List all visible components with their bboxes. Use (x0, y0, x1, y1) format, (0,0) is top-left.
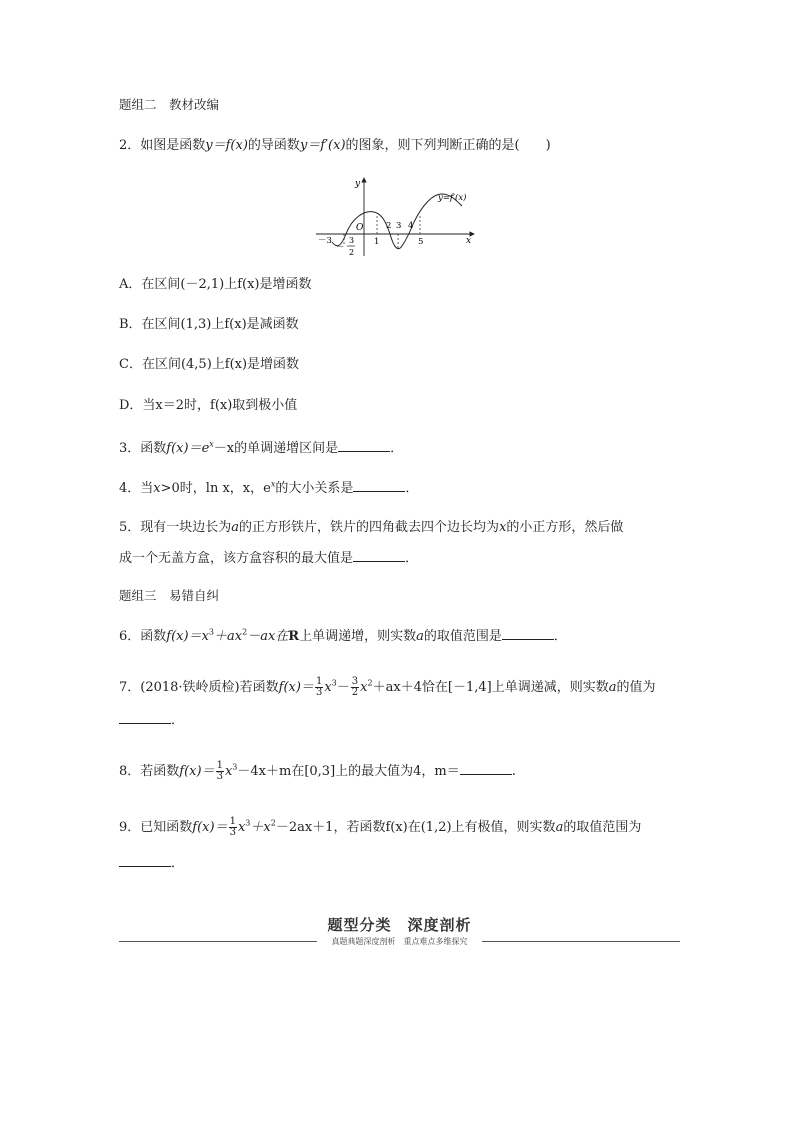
q7-text-a: 7．(2018·铁岭质检)若函数 (119, 680, 279, 695)
q3-func: f(x)＝e (166, 441, 210, 456)
q6-pow1: 3 (208, 627, 214, 637)
question-7-line1 (119, 677, 656, 698)
q8-frac-den: 3 (216, 771, 223, 782)
question-8 (119, 761, 516, 782)
q2-function: y＝f(x) (205, 138, 248, 153)
question-3 (119, 438, 403, 458)
y-axis-label: y (355, 179, 361, 189)
question-5-line2 (119, 548, 418, 568)
q7-frac1-den: 3 (315, 687, 323, 698)
q3-answer-blank[interactable] (338, 438, 390, 452)
q7-minus: － (336, 680, 350, 695)
curve-label: y=f′(x) (438, 193, 467, 203)
q9-frac (229, 817, 237, 838)
q5-text-a: 5．现有一块边长为 (119, 520, 232, 535)
q5-text-line2: 成一个无盖方盒，该方盒容积的最大值是 (119, 551, 354, 566)
q6-a: a (416, 629, 424, 644)
q5-answer-blank[interactable] (353, 548, 405, 562)
q2-option-c: C．在区间(4,5)上f(x)是增函数 (119, 357, 300, 372)
q7-frac2 (351, 677, 359, 698)
q6-end: ． (553, 629, 567, 644)
q4-text-b: >0时，ln x，x，e (160, 481, 271, 496)
question-5-line1 (119, 519, 623, 537)
q9-end: ． (171, 856, 185, 871)
tick-2: 2 (386, 221, 392, 231)
tick-neg3: －3 (318, 236, 332, 246)
q9-text-a: 9．已知函数 (119, 820, 193, 835)
q7-answer-blank[interactable] (119, 710, 171, 724)
x-axis-label: x (466, 236, 472, 246)
q4-sup: x (270, 479, 276, 489)
q6-text-b: ＋ax (214, 629, 243, 644)
q8-end: . (511, 764, 516, 779)
derivative-graph (310, 172, 480, 260)
q9-x: x (237, 820, 246, 835)
q6-answer-blank[interactable] (502, 626, 554, 640)
q2-option-a: A．在区间(－2,1)上f(x)是增函数 (119, 277, 312, 292)
origin-label: O (356, 223, 364, 233)
tick-5: 5 (418, 237, 424, 247)
q8-func: f(x)＝ (179, 764, 215, 779)
q2-text-c: 的图象，则下列判断正确的是( ) (345, 138, 551, 153)
q2-text-a: 2．如图是函数 (119, 138, 206, 153)
q9-pow2: 2 (270, 818, 276, 828)
q7-pow3: 3 (331, 678, 337, 688)
q4-text-c: 的大小关系是 (275, 481, 354, 496)
q7-frac1 (315, 677, 323, 698)
section-heading-group3: 题组三 易错自纠 (119, 588, 220, 603)
q9-frac-den: 3 (229, 827, 236, 838)
q4-answer-blank[interactable] (353, 478, 405, 492)
q2-derivative: y＝f′(x) (299, 138, 346, 153)
q7-text-b: ＋ax＋4恰在[－1,4]上单调递减，则实数 (372, 680, 609, 695)
q6-text-e: 的取值范围是 (423, 629, 502, 644)
q7-func: f(x)＝ (278, 680, 314, 695)
q8-answer-blank[interactable] (460, 761, 512, 775)
q4-x: x (153, 481, 161, 496)
question-6 (119, 626, 567, 646)
q8-frac (216, 761, 224, 782)
section-heading-group2: 题组二 教材改编 (119, 97, 220, 112)
tick-3: 3 (396, 221, 402, 231)
tick-frac-den: 2 (349, 248, 355, 257)
banner-title: 题型分类 深度剖析 (327, 916, 472, 934)
q3-end: ． (390, 441, 404, 456)
question-7-line2 (119, 710, 184, 730)
q9-pow: 3 (245, 818, 251, 828)
q7-end: ． (171, 713, 185, 728)
q8-text-b: －4x＋m在[0,3]上的最大值为4，m＝ (237, 764, 460, 779)
q7-frac2-num: 3 (351, 676, 359, 687)
q8-text-a: 8．若函数 (119, 764, 180, 779)
question-9-line2 (119, 853, 184, 873)
q6-pow2: 2 (242, 627, 248, 637)
q6-text-a: 6．函数 (119, 629, 167, 644)
tick-1: 1 (374, 237, 380, 247)
q9-frac-num: 1 (229, 816, 236, 827)
q6-text-c: －ax在 (247, 629, 289, 644)
tick-4: 4 (408, 221, 414, 231)
q3-text-b: －x的单调递增区间是 (213, 441, 339, 456)
q9-text-c: －2ax＋1，若函数f(x)在(1,2)上有极值，则实数 (275, 820, 556, 835)
section-banner (119, 912, 680, 952)
q4-text-a: 4．当 (119, 481, 154, 496)
q6-text-d: 上单调递增，则实数 (299, 629, 417, 644)
q6-reals: R (288, 629, 300, 644)
q7-text-c: 的值为 (616, 680, 656, 695)
q8-x: x (224, 764, 233, 779)
q5-a: a (231, 520, 240, 535)
q7-pow2: 2 (367, 678, 373, 688)
q5-x: x (499, 520, 507, 535)
q5-text-b: 的正方形铁片，铁片的四角截去四个边长均为 (239, 520, 500, 535)
q2-option-b: B．在区间(1,3)上f(x)是减函数 (119, 317, 299, 332)
q3-text-a: 3．函数 (119, 441, 167, 456)
q8-pow: 3 (232, 762, 238, 772)
q5-end: ． (405, 551, 419, 566)
q7-x2: x (360, 680, 368, 695)
q9-a: a (555, 820, 564, 835)
q2-text-b: 的导函数 (247, 138, 300, 153)
q5-text-c: 的小正方形，然后做 (506, 520, 624, 535)
q7-frac1-num: 1 (315, 676, 323, 687)
q7-a: a (608, 680, 617, 695)
q2-option-d: D．当x＝2时，f(x)取到极小值 (119, 398, 298, 413)
question-9-line1 (119, 817, 641, 838)
q9-answer-blank[interactable] (119, 853, 171, 867)
banner-subtitle: 真题典题深度剖析 重点难点多维探究 (331, 937, 468, 946)
q8-frac-num: 1 (216, 760, 223, 771)
q6-func: f(x)＝x (166, 629, 209, 644)
q4-end: ． (405, 481, 419, 496)
question-4 (119, 478, 418, 498)
tick-frac-num: 3 (349, 236, 355, 245)
q9-text-b: ＋x (250, 820, 271, 835)
question-2-stem (119, 137, 551, 155)
q7-x3: x (324, 680, 332, 695)
q7-frac2-den: 2 (351, 687, 359, 698)
q3-sup: x (209, 439, 214, 449)
q9-func: f(x)＝ (192, 820, 228, 835)
q9-text-e: 的取值范围为 (563, 820, 642, 835)
tick-neg-frac-sign: － (336, 243, 345, 253)
